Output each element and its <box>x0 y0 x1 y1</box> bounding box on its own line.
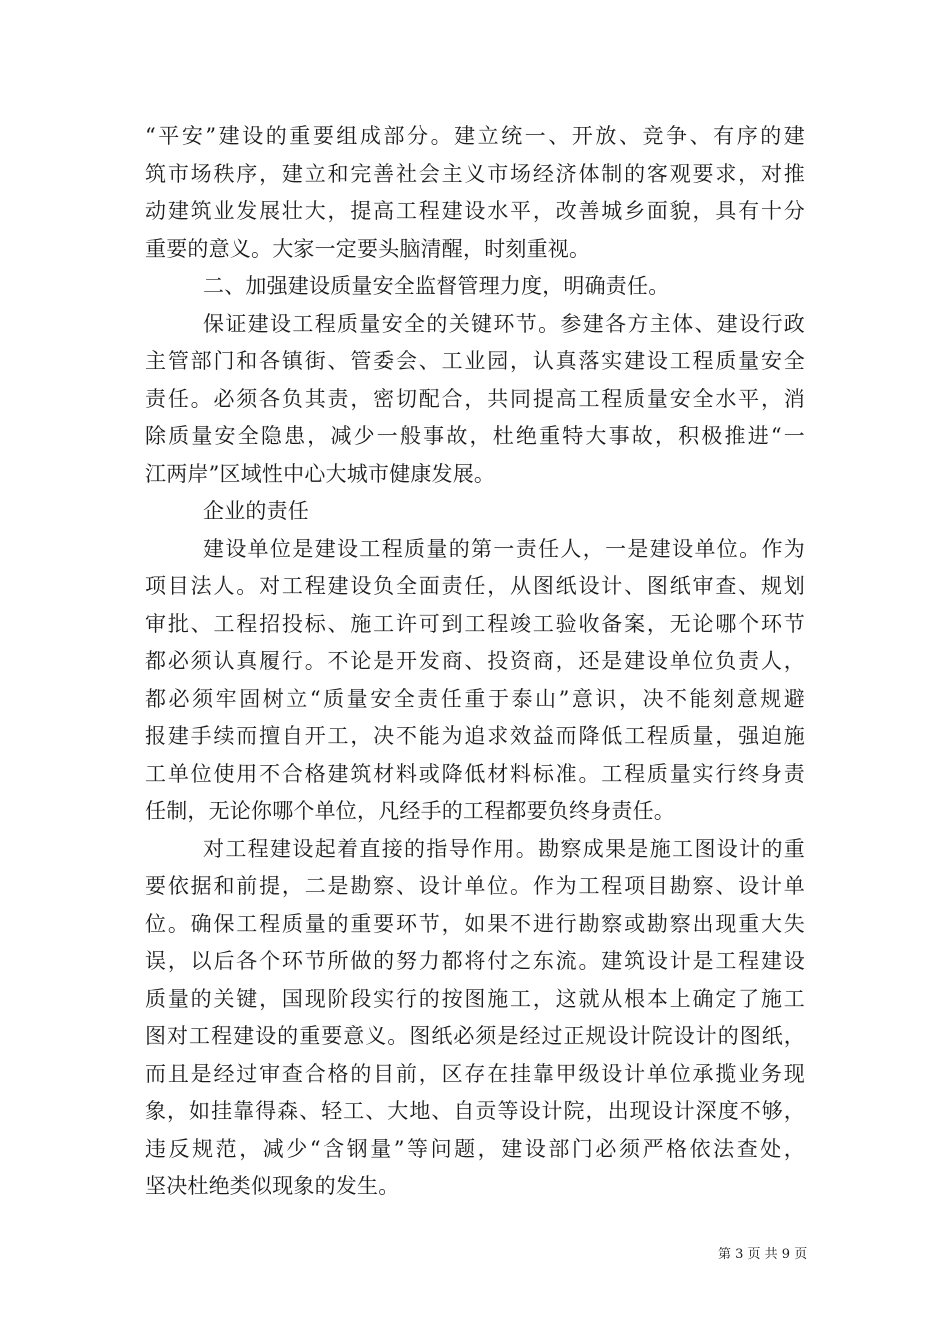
text-line: 保证建设工程质量安全的关键环节。参建各方主体、建设行政 <box>203 311 805 336</box>
text-line: 动建筑业发展壮大，提高工程建设水平，改善城乡面貌，具有十分 <box>145 199 805 223</box>
text-line: 筑市场秩序，建立和完善社会主义市场经济体制的客观要求，对推 <box>145 161 805 186</box>
text-line: 二、加强建设质量安全监督管理力度，明确责任。 <box>203 274 670 298</box>
text-line: 除质量安全隐患，减少一般事故，杜绝重特大事故，积极推进“一 <box>145 424 805 448</box>
text-line: 对工程建设起着直接的指导作用。勘察成果是施工图设计的重 <box>203 836 805 861</box>
text-line: 误，以后各个环节所做的努力都将付之东流。建筑设计是工程建设 <box>145 949 805 973</box>
text-line: 江两岸”区域性中心大城市健康发展。 <box>145 461 496 486</box>
text-line: 报建手续而擅自开工，决不能为追求效益而降低工程质量，强迫施 <box>145 724 805 748</box>
text-line: 重要的意义。大家一定要头脑清醒，时刻重视。 <box>145 236 591 261</box>
text-line: 都必须认真履行。不论是开发商、投资商，还是建设单位负责人， <box>145 649 805 673</box>
text-line: 责任。必须各负其责，密切配合，共同提高工程质量安全水平，消 <box>145 386 805 411</box>
text-line: 建设单位是建设工程质量的第一责任人，一是建设单位。作为 <box>203 536 805 561</box>
text-line: 坚决杜绝类似现象的发生。 <box>145 1174 400 1198</box>
text-line: 任制，无论你哪个单位，凡经手的工程都要负终身责任。 <box>145 799 675 823</box>
text-line: 工单位使用不合格建筑材料或降低材料标准。工程质量实行终身责 <box>145 761 805 786</box>
text-line: “平安”建设的重要组成部分。建立统一、开放、竞争、有序的建 <box>145 124 805 148</box>
text-line: 象，如挂靠得森、轻工、大地、自贡等设计院，出现设计深度不够， <box>145 1099 805 1123</box>
text-line: 而且是经过审查合格的目前，区存在挂靠甲级设计单位承揽业务现 <box>145 1061 805 1086</box>
text-line: 主管部门和各镇街、管委会、工业园，认真落实建设工程质量安全 <box>145 349 805 373</box>
text-line: 要依据和前提，二是勘察、设计单位。作为工程项目勘察、设计单 <box>145 874 805 898</box>
page-number: 第 3 页 共 9 页 <box>718 1247 808 1262</box>
text-line: 都必须牢固树立“质量安全责任重于泰山”意识，决不能刻意规避 <box>145 686 805 711</box>
document-body <box>145 118 805 1206</box>
text-line: 审批、工程招投标、施工许可到工程竣工验收备案，无论哪个环节 <box>145 611 805 636</box>
text-line: 项目法人。对工程建设负全面责任，从图纸设计、图纸审查、规划 <box>145 574 805 598</box>
text-line: 图对工程建设的重要意义。图纸必须是经过正规设计院设计的图纸， <box>145 1024 805 1048</box>
text-line: 质量的关键，国现阶段实行的按图施工，这就从根本上确定了施工 <box>145 986 805 1011</box>
text-line: 违反规范，减少“含钢量”等问题，建设部门必须严格依法查处， <box>145 1136 805 1161</box>
text-line: 位。确保工程质量的重要环节，如果不进行勘察或勘察出现重大失 <box>145 911 805 936</box>
text-line: 企业的责任 <box>203 499 309 523</box>
